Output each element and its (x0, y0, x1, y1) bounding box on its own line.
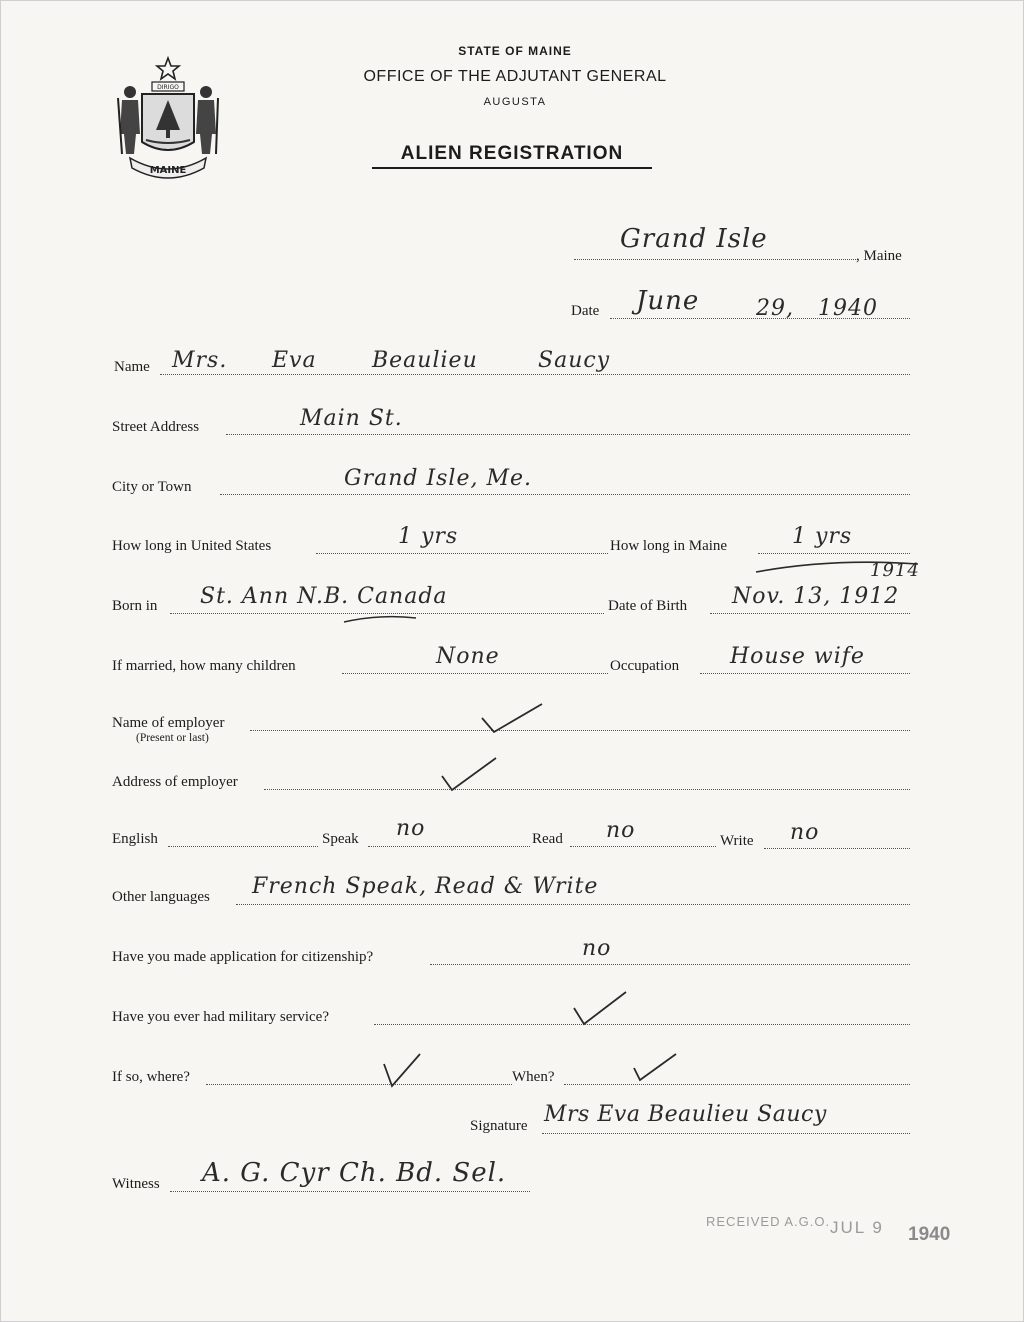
street-label: Street Address (112, 419, 200, 435)
other-languages-label: Other languages (112, 889, 210, 905)
employer-address-line (264, 789, 910, 790)
dob-correction: 1914 (870, 560, 920, 581)
name-part-1: Mrs. (172, 348, 228, 373)
date-year: 1940 (818, 296, 878, 321)
read-value: no (606, 818, 636, 843)
other-languages-line (236, 904, 910, 905)
english-label: English (112, 831, 158, 847)
town-line (574, 259, 856, 260)
dob-line (710, 613, 910, 614)
write-value: no (790, 820, 820, 845)
where-label: If so, where? (112, 1069, 190, 1085)
how-long-us-label: How long in United States (112, 538, 272, 554)
english-line (168, 846, 318, 847)
signature-value: Mrs Eva Beaulieu Saucy (544, 1102, 827, 1127)
employer-address-check-icon (438, 754, 502, 794)
read-line (570, 846, 716, 847)
street-value: Main St. (300, 406, 403, 431)
date-label: Date (571, 303, 600, 319)
stamp-text: RECEIVED A.G.O. (706, 1214, 831, 1229)
employer-check-icon (478, 700, 548, 736)
city-label: City or Town (112, 479, 192, 495)
town-value: Grand Isle (620, 224, 768, 254)
stamp-year: 1940 (908, 1224, 951, 1245)
years-us-value: 1 yrs (398, 524, 459, 549)
date-day: 29, (756, 296, 794, 321)
children-label: If married, how many children (112, 658, 296, 674)
occupation-value: House wife (730, 644, 865, 669)
header-city: AUGUSTA (483, 96, 547, 108)
children-value: None (436, 644, 500, 669)
born-value: St. Ann N.B. Canada (200, 584, 448, 609)
when-line (564, 1084, 910, 1085)
signature-label: Signature (470, 1118, 528, 1134)
employer-line (250, 730, 910, 731)
dob-value: Nov. 13, 1912 (732, 584, 900, 609)
form-title: ALIEN REGISTRATION (372, 143, 652, 169)
dob-label: Date of Birth (608, 598, 688, 614)
military-label: Have you ever had military service? (112, 1009, 329, 1025)
stamp-date: JUL 9 (830, 1218, 884, 1237)
witness-label: Witness (112, 1176, 160, 1192)
how-long-maine-line (758, 553, 910, 554)
military-line (374, 1024, 910, 1025)
witness-value: A. G. Cyr Ch. Bd. Sel. (202, 1158, 507, 1188)
speak-label: Speak (322, 831, 359, 847)
other-languages-value: French Speak, Read & Write (252, 874, 599, 899)
how-long-maine-label: How long in Maine (610, 538, 728, 554)
write-line (764, 848, 910, 849)
speak-value: no (396, 816, 426, 841)
where-line (206, 1084, 512, 1085)
employer-address-label: Address of employer (112, 774, 238, 790)
citizenship-line (430, 964, 910, 965)
maine-seal-icon (112, 54, 224, 182)
occupation-label: Occupation (610, 658, 680, 674)
write-label: Write (720, 833, 754, 849)
speak-line (368, 846, 530, 847)
where-check-icon (380, 1050, 424, 1090)
citizenship-label: Have you made application for citizenship? (112, 949, 374, 965)
date-month: June (636, 286, 700, 316)
witness-line (170, 1191, 530, 1192)
name-part-2: Eva (272, 348, 317, 373)
seal-banner: MAINE (149, 165, 187, 176)
years-maine-value: 1 yrs (792, 524, 853, 549)
signature-line (542, 1133, 910, 1134)
name-part-3: Beaulieu (372, 348, 478, 373)
city-value: Grand Isle, Me. (344, 466, 533, 491)
seal-motto: DIRIGO (157, 84, 179, 91)
born-underline (340, 612, 420, 628)
employer-label: Name of employer (112, 715, 225, 731)
city-line (220, 494, 910, 495)
when-check-icon (630, 1050, 680, 1084)
born-label: Born in (112, 598, 158, 614)
name-label: Name (114, 359, 150, 375)
when-label: When? (512, 1069, 555, 1085)
name-line (160, 374, 910, 375)
how-long-us-line (316, 553, 608, 554)
street-line (226, 434, 910, 435)
header-state: STATE OF MAINE (458, 44, 572, 58)
citizenship-value: no (582, 936, 612, 961)
header-office: OFFICE OF THE ADJUTANT GENERAL (363, 68, 667, 85)
children-line (342, 673, 608, 674)
name-part-4: Saucy (538, 348, 611, 373)
occupation-line (700, 673, 910, 674)
employer-note: (Present or last) (136, 732, 209, 744)
read-label: Read (532, 831, 563, 847)
military-check-icon (570, 988, 630, 1028)
town-suffix: , Maine (856, 248, 902, 264)
